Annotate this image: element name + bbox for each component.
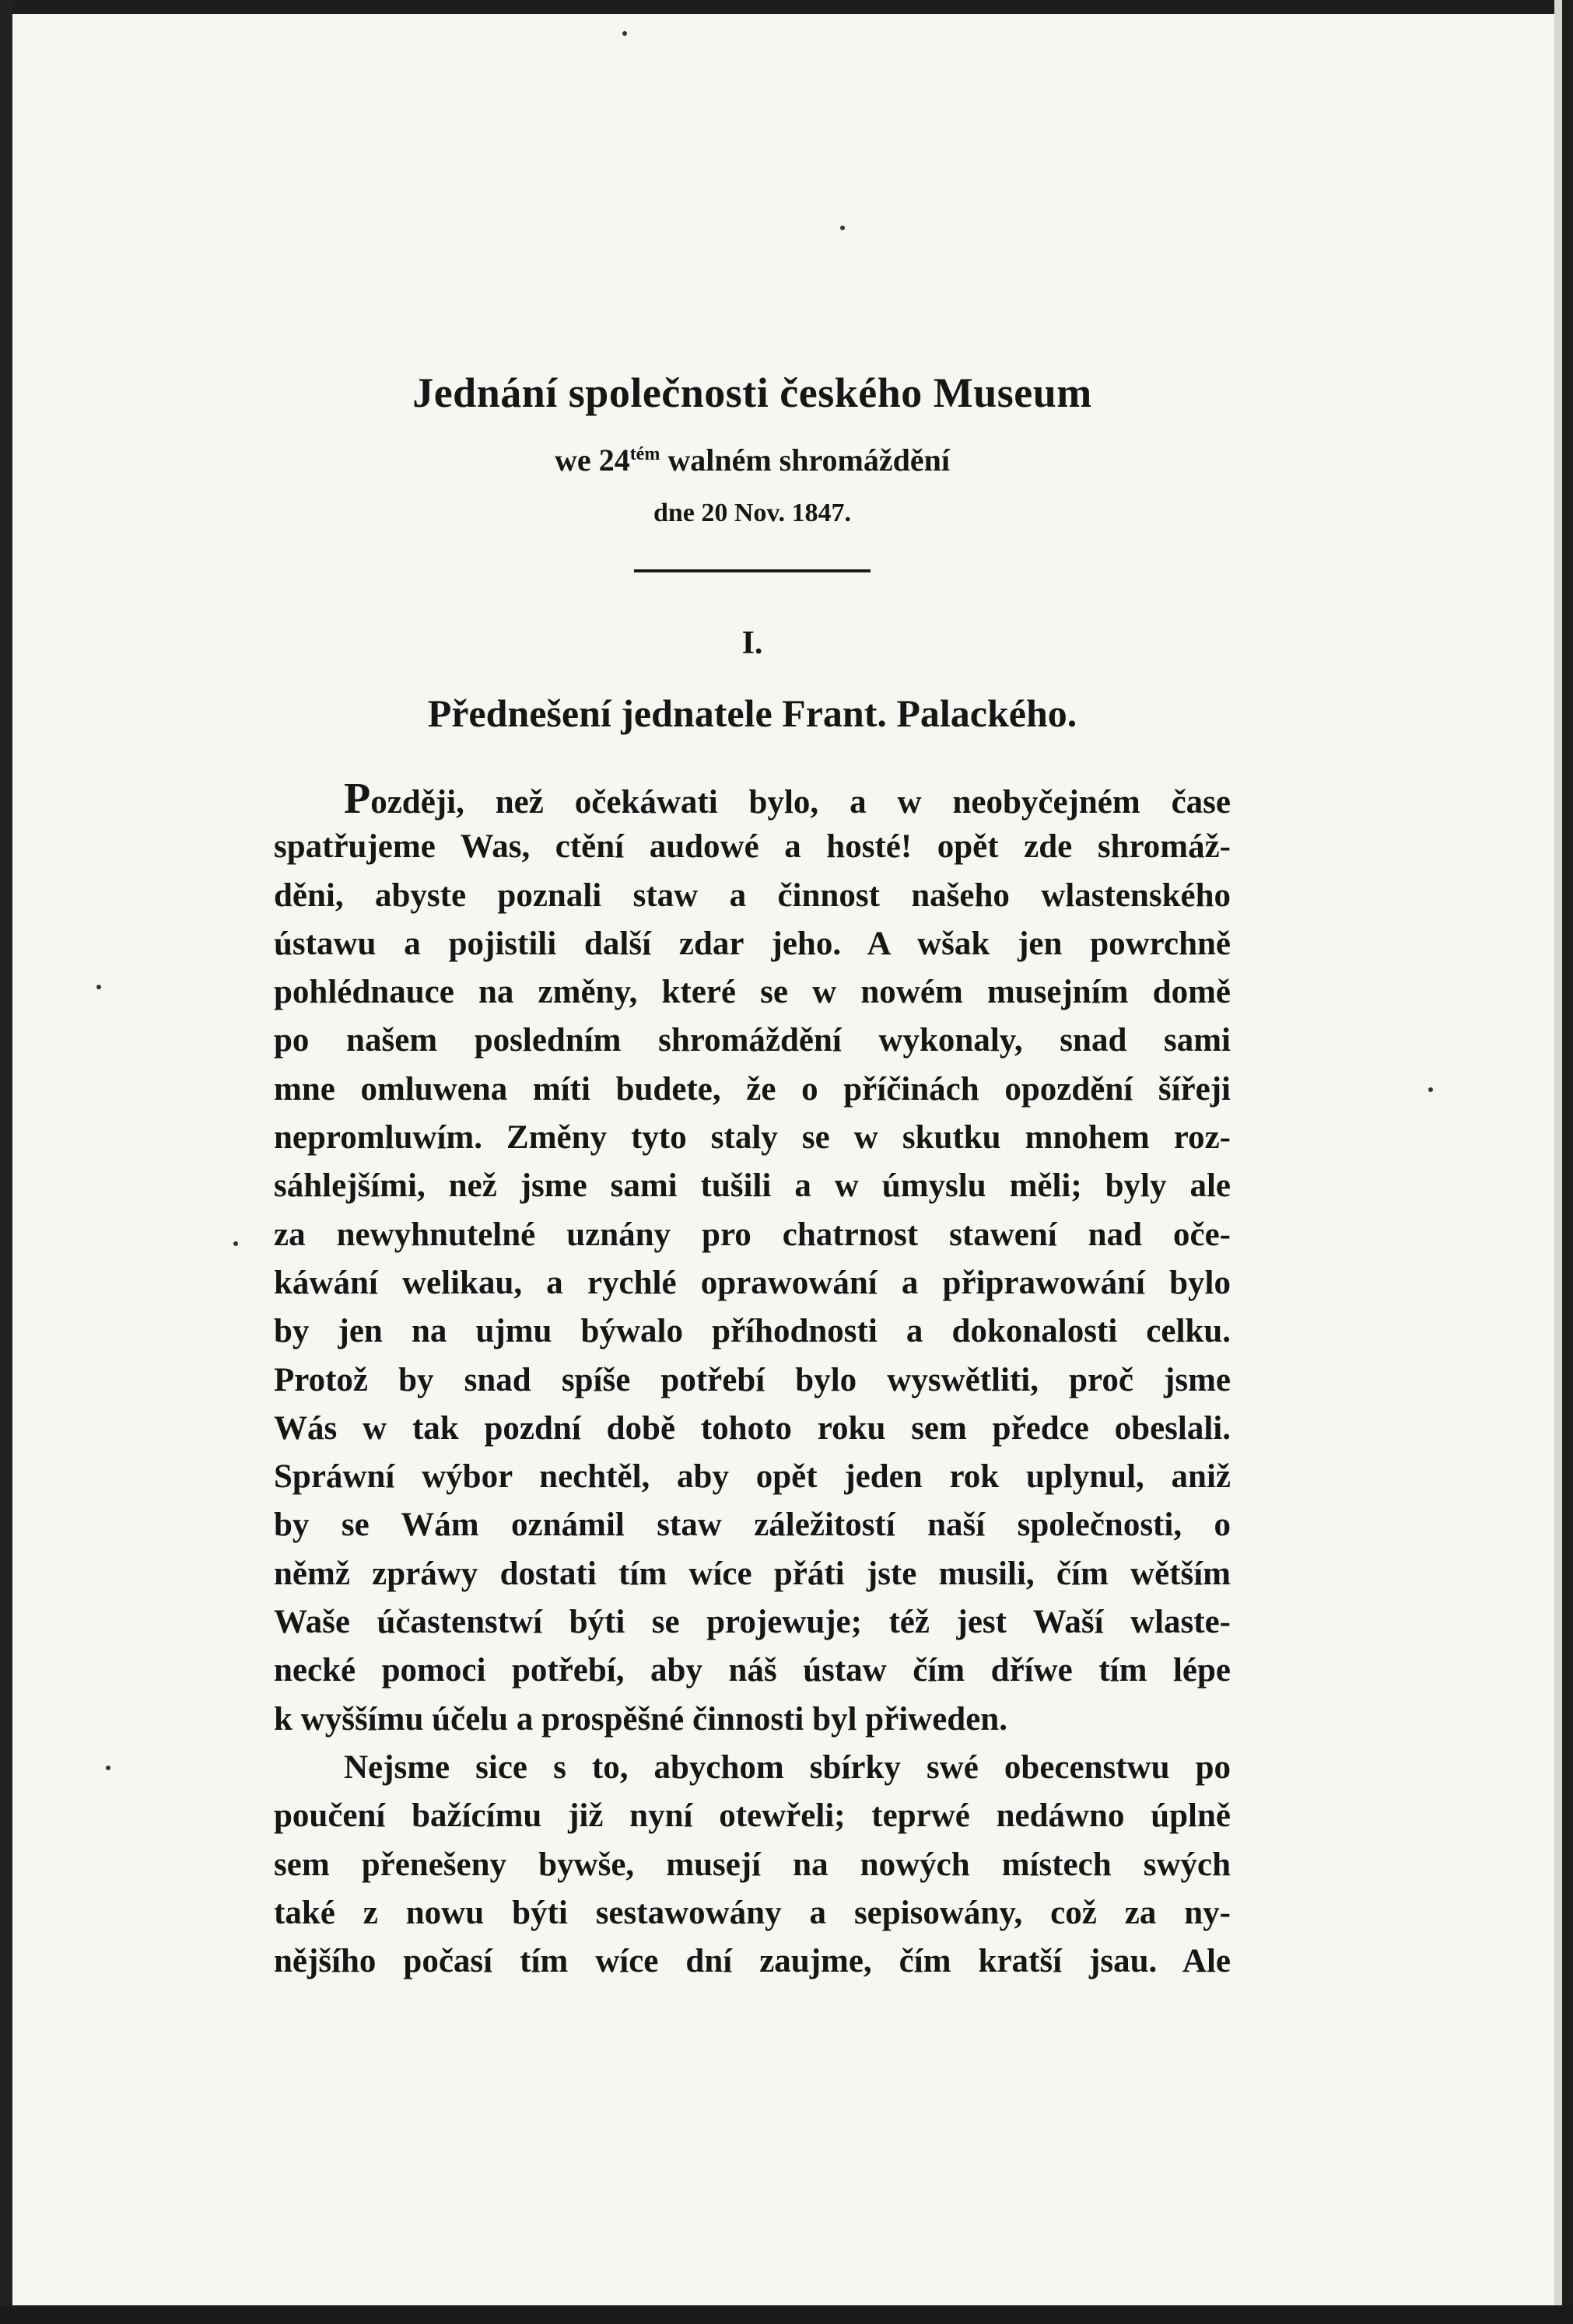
scan-edge-bottom bbox=[0, 2305, 1573, 2324]
scan-shadow-right bbox=[1554, 0, 1562, 2324]
scan-speck bbox=[1428, 1087, 1433, 1092]
text-line: pohlédnauce na změny, které se w nowém musejním domě bbox=[274, 974, 1231, 1011]
text-line: by jen na ujmu býwalo příhodnosti a dokonalosti celku. bbox=[274, 1313, 1231, 1350]
section-number: I. bbox=[741, 625, 763, 661]
subtitle-suffix: walném shromáždění bbox=[660, 443, 950, 478]
text-line: po našem posledním shromáždění wykonaly, snad sami bbox=[274, 1022, 1231, 1059]
text-line: necké pomoci potřebí, aby náš ústaw čím dříwe tím lépe bbox=[274, 1652, 1231, 1689]
subtitle-superscript: tém bbox=[629, 444, 660, 464]
text-line: Spráwní wýbor nechtěl, aby opět jeden rok uplynul, aniž bbox=[274, 1458, 1231, 1496]
text-line: nějšího počasí tím wíce dní zaujme, čím kratší jsau. Ale bbox=[274, 1943, 1231, 1980]
scan-speck bbox=[106, 1766, 110, 1770]
document-page bbox=[274, 366, 1231, 1986]
scan-speck bbox=[622, 31, 627, 36]
document-date: dne 20 Nov. 1847. bbox=[653, 499, 852, 527]
text-line: němž zpráwy dostati tím wíce přáti jste musili, čím wětším bbox=[274, 1555, 1231, 1592]
document-title: Jednání společnosti českého Museum bbox=[412, 369, 1092, 416]
text-line: Wás w tak pozdní době tohoto roku sem předce obeslali. bbox=[274, 1409, 1231, 1447]
section-title: Přednešení jednatele Frant. Palackého. bbox=[427, 691, 1077, 735]
text-line: také z nowu býti sestawowány a sepisowány, což za ny- bbox=[274, 1894, 1231, 1931]
scan-speck bbox=[840, 226, 845, 230]
text-line: spatřujeme Was, ctění audowé a hosté! opět zde shromáž- bbox=[274, 828, 1231, 866]
text-line: Protož by snad spíše potřebí bylo wyswětliti, proč jsme bbox=[274, 1361, 1231, 1398]
text-line: Nejsme sice s to, abychom sbírky swé obecenstwu po bbox=[344, 1748, 1231, 1786]
scan-edge-right bbox=[1562, 0, 1573, 2324]
subtitle-prefix: we 24 bbox=[555, 443, 630, 478]
text-line: Později, než očekáwati bylo, a w neobyčejném čase bbox=[344, 775, 1231, 823]
text-line: k wyššímu účelu a prospěšné činnosti byl přiweden. bbox=[274, 1700, 1007, 1738]
text-line: za newyhnutelné uznány pro chatrnost stawení nad oče- bbox=[274, 1216, 1231, 1253]
text-line: poučení bažícímu již nyní otewřeli; teprwé nedáwno úplně bbox=[274, 1797, 1231, 1835]
text-line: sáhlejšími, než jsme sami tušili a w úmyslu měli; byly ale bbox=[274, 1167, 1231, 1205]
text-line: děni, abyste poznali staw a činnost našeho wlastenského bbox=[274, 877, 1231, 914]
text-line: by se Wám oznámil staw záležitostí naší společnosti, o bbox=[274, 1507, 1231, 1544]
text-line: nepromluwím. Změny tyto staly se w skutku mnohem roz- bbox=[274, 1119, 1231, 1157]
text-line: sem přenešeny bywše, musejí na nowých místech swých bbox=[274, 1846, 1231, 1883]
body-text bbox=[274, 775, 1231, 1986]
text-line: káwání welikau, a rychlé oprawowání a připrawowání bylo bbox=[274, 1264, 1231, 1301]
scan-edge-top bbox=[0, 0, 1573, 14]
text-line: Waše účastenstwí býti se projewuje; též jest Waší wlaste- bbox=[274, 1604, 1231, 1641]
document-subtitle bbox=[274, 434, 1231, 481]
text-line: mne omluwena míti budete, že o příčinách opozdění šířeji bbox=[274, 1070, 1231, 1108]
section-divider bbox=[634, 569, 871, 572]
scan-speck bbox=[96, 985, 101, 989]
text-line: ústawu a pojistili další zdar jeho. A wšak jen powrchně bbox=[274, 925, 1231, 962]
scan-edge-left bbox=[0, 0, 12, 2324]
scan-speck bbox=[233, 1241, 238, 1246]
